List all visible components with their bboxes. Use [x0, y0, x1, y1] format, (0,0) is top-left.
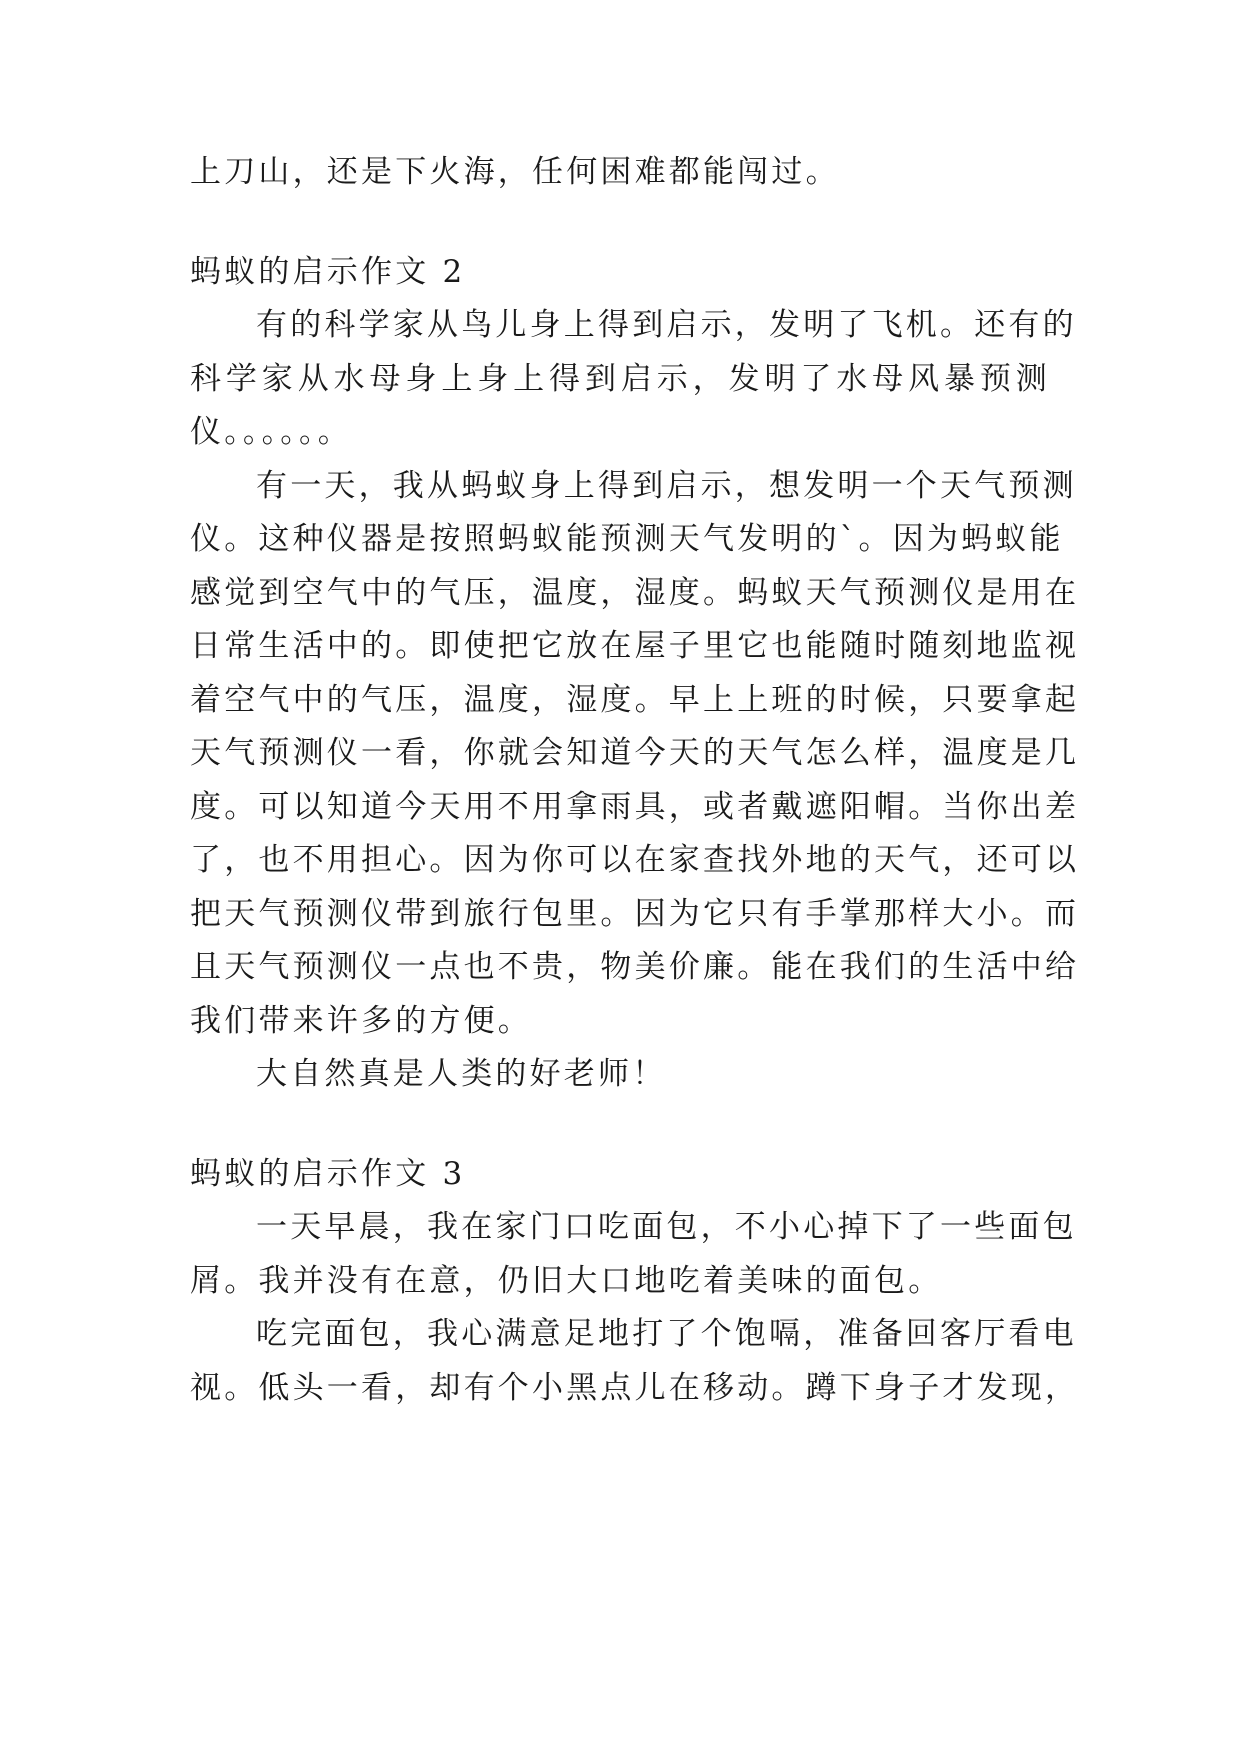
paragraph-line: 我们带来许多的方便。: [190, 1003, 532, 1039]
paragraph-line: 屑。我并没有在意，仍旧大口地吃着美味的面包。: [190, 1263, 943, 1299]
paragraph-line: 了，也不用担心。因为你可以在家查找外地的天气，还可以: [190, 842, 1080, 878]
paragraph-line: 有一天，我从蚂蚁身上得到启示，想发明一个天气预测: [256, 468, 1077, 504]
section-title: 蚂蚁的启示作文 3: [190, 1156, 466, 1192]
paragraph-line: 有的科学家从鸟儿身上得到启示，发明了飞机。还有的: [256, 307, 1077, 343]
paragraph-line: 科学家从水母身上身上得到启示，发明了水母风暴预测: [190, 361, 1050, 397]
paragraph-line: 上刀山，还是下火海，任何困难都能闯过。: [190, 154, 840, 190]
section-title: 蚂蚁的启示作文 2: [190, 254, 466, 290]
paragraph-line: 感觉到空气中的气压，温度，湿度。蚂蚁天气预测仪是用在: [190, 575, 1080, 611]
paragraph-line: 吃完面包，我心满意足地打了个饱嗝，准备回客厅看电: [256, 1316, 1077, 1352]
paragraph-line: 天气预测仪一看，你就会知道今天的天气怎么样，温度是几: [190, 735, 1080, 771]
paragraph-line: 度。可以知道今天用不用拿雨具，或者戴遮阳帽。当你出差: [190, 789, 1080, 825]
paragraph-line: 把天气预测仪带到旅行包里。因为它只有手掌那样大小。而: [190, 896, 1080, 932]
paragraph-line: 着空气中的气压，温度，湿度。早上上班的时候，只要拿起: [190, 682, 1080, 718]
paragraph-line: 大自然真是人类的好老师！: [256, 1056, 667, 1092]
paragraph-line: 且天气预测仪一点也不贵，物美价廉。能在我们的生活中给: [190, 949, 1080, 985]
paragraph-line: 一天早晨，我在家门口吃面包，不小心掉下了一些面包: [256, 1209, 1077, 1245]
paragraph-line: 仪。。。。。。: [190, 414, 352, 450]
paragraph-line: 日常生活中的。即使把它放在屋子里它也能随时随刻地监视: [190, 628, 1080, 664]
paragraph-line: 视。低头一看，却有个小黑点儿在移动。蹲下身子才发现，: [190, 1370, 1080, 1406]
paragraph-line: 仪。这种仪器是按照蚂蚁能预测天气发明的`。因为蚂蚁能: [190, 521, 1064, 557]
